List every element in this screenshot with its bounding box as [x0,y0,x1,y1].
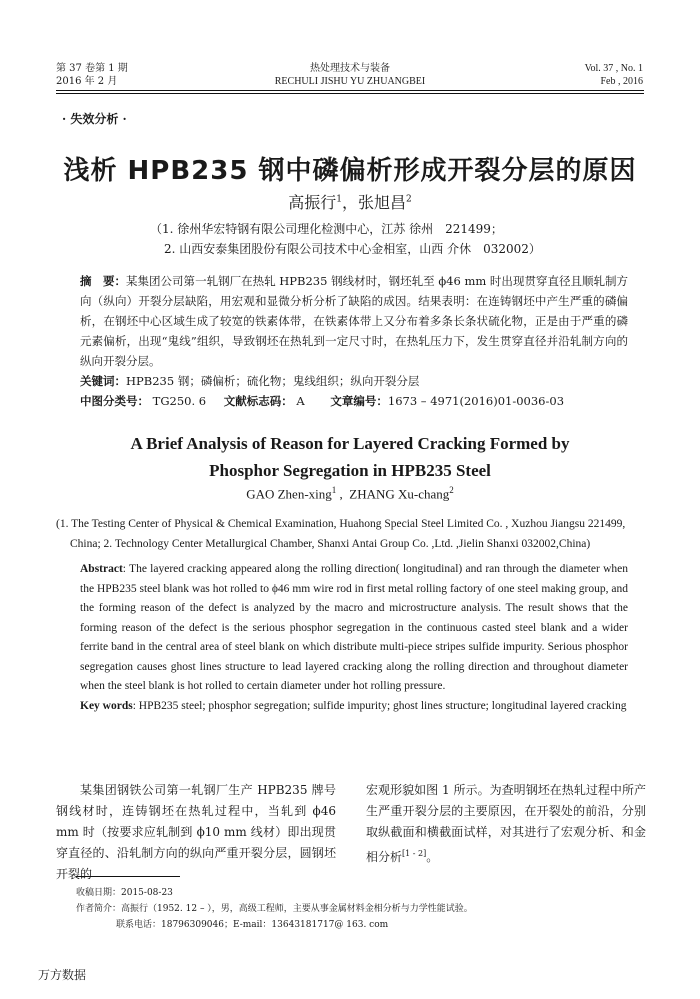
doc-code-label: 文献标志码： [223,394,293,408]
affiliation-en-2: China; 2. Technology Center Metallurgical Chamber, Shanxi Antai Group Co. ,Ltd. ,Jielin Shanxi 032002,China) [70,538,591,550]
abstract-en-colon: : [122,563,130,575]
section-label: · 失效分析 · [62,112,127,126]
body-column-1: 某集团钢铁公司第一轧钢厂生产 HPB235 牌号钢线材时，连铸钢坯在热轧过程中，当轧到 ϕ46 mm 时（按要求应轧制到 ϕ10 mm 线材）即出现贯穿直径的、沿轧制方向的纵向严重开裂分层，圆钢坯开裂的 [56,783,336,881]
watermark: 万方数据 [38,968,87,982]
abstract-en [80,560,628,716]
body-column-2 [366,780,646,868]
header-rule-bottom [56,93,644,94]
header-date-en: Feb , 2016 [600,76,643,87]
author-cn-2: 张旭昌 [358,193,407,212]
footnote-contact: 联系电话：18796309046；E-mail：13643181717@ 163. com [116,920,389,930]
keywords-en-colon: : [132,699,139,712]
keywords-en [80,697,628,717]
keywords-cn [80,371,628,391]
abstract-cn-label: 摘 要： [80,274,127,288]
footnote-received: 收稿日期：2015-08-23 [76,888,173,898]
abstract-en-text: The layered cracking appeared along the rolling direction( longitudinal) and ran through the diameter when the HPB235 steel blank was hot rolled to ϕ46 mm wire rod in first metal rolling factory of one steel making group, and the forming reason of the defect is analyzed by the macro and microstructure analysis. The result shows that the forming reason of the defect is the serious phosphor segregation in the continuous casted steel blank and a wider ferrite band in the central area of steel blank on which distribute multi-piece stripes sulfide impurity. Serious phosphor segregation causes ghost lines structure to lead layered cracking along the rolling direction and throughout diameter when the steel blank is hot rolled to certain diameter under hot rolling pressure. [80,563,628,692]
affiliations-en [56,514,656,554]
keywords-cn-text: HPB235 钢；磷偏析；硫化物；鬼线组织；纵向开裂分层 [126,374,420,388]
authors-cn [0,190,700,213]
author-cn-2-sup: 2 [406,194,412,205]
header-volume-en: Vol. 37 , No. 1 [584,63,643,74]
author-en-2-sup: 2 [449,485,454,495]
article-no-value: 1673 – 4971(2016)01-0036-03 [387,394,565,408]
header-date-cn: 2016 年 2 月 [56,76,118,87]
keywords-cn-label: 关键词： [80,374,126,388]
footnote-bio: 作者简介：高振行（1952. 12 – ），男，高级工程师，主要从事金属材料金相分析与力学性能试验。 [76,904,473,914]
abstract-cn [80,271,628,411]
author-cn-1-sup: 1 [336,194,342,205]
author-cn-1: 高振行 [288,193,337,212]
affiliation-en-1: (1. The Testing Center of Physical & Chemical Examination, Huahong Special Steel Limited Co. , Xuzhou Jiangsu 221499, [56,518,626,530]
author-en-sep: , [336,486,350,502]
clc-value: TG250. 6 [152,394,207,408]
author-en-2: ZHANG Xu-chang [349,486,450,502]
body-column-2-end: 。 [426,850,439,864]
header-volume-cn: 第 37 卷第 1 期 [56,63,128,74]
author-en-1-sup: 1 [331,485,337,495]
classification-line [80,391,628,411]
doc-code-value: A [296,394,305,408]
author-cn-sep: ， [341,193,358,212]
affiliations-cn [150,219,610,259]
title-en-line-2: Phosphor Segregation in HPB235 Steel [209,461,491,480]
header-rule-top [56,90,644,91]
footnote-rule [76,876,180,877]
header-journal-en: RECHULI JISHU YU ZHUANGBEI [274,76,426,87]
title-en [0,430,700,484]
header-journal-cn: 热处理技术与装备 [310,63,390,74]
author-en-1: GAO Zhen-xing [246,486,332,502]
keywords-en-text: HPB235 steel; phosphor segregation; sulfide impurity; ghost lines structure; longitudinal layered cracking [138,699,627,712]
abstract-en-label: Abstract [80,563,123,575]
abstract-cn-text: 某集团公司第一轧钢厂在热轧 HPB235 钢线材时，钢坯轧至 ϕ46 mm 时出现贯穿直径且顺轧制方向（纵向）开裂分层缺陷，用宏观和显微分析分析了缺陷的成因。结果表明：在连铸钢坯中产生严重的磷偏析，在钢坯中心区域生成了较宽的铁素体带，在铁素体带上又分布着多条长条状硫化物，正是由于严重的磷元素偏析，出现“鬼线”组织，导致钢坯在热轧到一定尺寸时，在热轧压力下，发生贯穿直径并沿轧制方向的纵向开裂分层。 [80,274,628,368]
title-cn: 浅析 HPB235 钢中磷偏析形成开裂分层的原因 [63,156,637,186]
title-en-line-1: A Brief Analysis of Reason for Layered Cracking Formed by [130,434,570,453]
affiliation-cn-1: （1. 徐州华宏特钢有限公司理化检测中心，江苏 徐州 221499； [150,222,503,236]
abstract-en-paragraph [80,560,628,697]
authors-en [0,485,700,502]
article-no-label: 文章编号： [330,394,388,408]
body-column-2-text: 宏观形貌如图 1 所示。为查明钢坯在热轧过程中所产生严重开裂分层的主要原因，在开裂处的前沿，分别取纵截面和横截面试样，对其进行了宏观分析、和金相分析 [366,783,646,864]
abstract-cn-paragraph [80,271,628,371]
citation-ref: [1 - 2] [402,849,427,858]
keywords-en-label: Key words [80,699,133,712]
affiliation-cn-2: 2. 山西安泰集团股份有限公司技术中心金相室，山西 介休 032002） [164,242,541,256]
clc-label: 中图分类号： [80,394,149,408]
header-right [585,62,643,88]
